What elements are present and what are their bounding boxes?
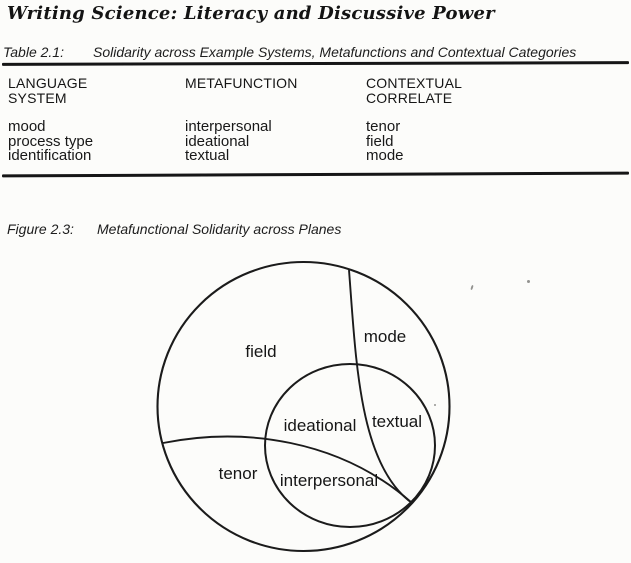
cell-language-system: process type [8, 132, 94, 150]
mode-divider-curve [349, 270, 412, 503]
figure-caption-text: Metafunctional Solidarity across Planes [97, 221, 342, 237]
table-caption-label: Table 2.1: [3, 44, 64, 60]
cell-contextual-correlate: mode [366, 147, 404, 165]
scan-speck [527, 280, 530, 283]
header-line: METAFUNCTION [185, 75, 298, 91]
cell-language-system: mood [8, 118, 46, 135]
label-mode: mode [363, 327, 407, 346]
header-line: LANGUAGE [8, 75, 88, 91]
cell-language-system: identification [8, 147, 92, 165]
cell-metafunction: interpersonal [185, 118, 272, 135]
header-line: SYSTEM [8, 90, 67, 106]
running-head-title: Writing Science: Literacy and Discussive Power [7, 3, 495, 24]
inner-circle [265, 364, 435, 527]
label-ideational: ideational [283, 416, 357, 435]
table-caption-text: Solidarity across Example Systems, Metafunctions and Contextual Categories [93, 44, 577, 60]
cell-metafunction: ideational [185, 132, 250, 150]
label-tenor: tenor [218, 464, 258, 483]
scan-speck [434, 404, 436, 406]
label-field: field [245, 342, 277, 361]
header-line: CORRELATE [366, 90, 453, 106]
cell-contextual-correlate: field [366, 132, 394, 150]
label-interpersonal: interpersonal [279, 471, 379, 490]
figure-caption-label: Figure 2.3: [7, 221, 74, 237]
header-line: CONTEXTUAL [366, 75, 463, 91]
cell-metafunction: textual [185, 147, 230, 165]
cell-contextual-correlate: tenor [366, 118, 401, 135]
label-textual: textual [371, 412, 423, 431]
